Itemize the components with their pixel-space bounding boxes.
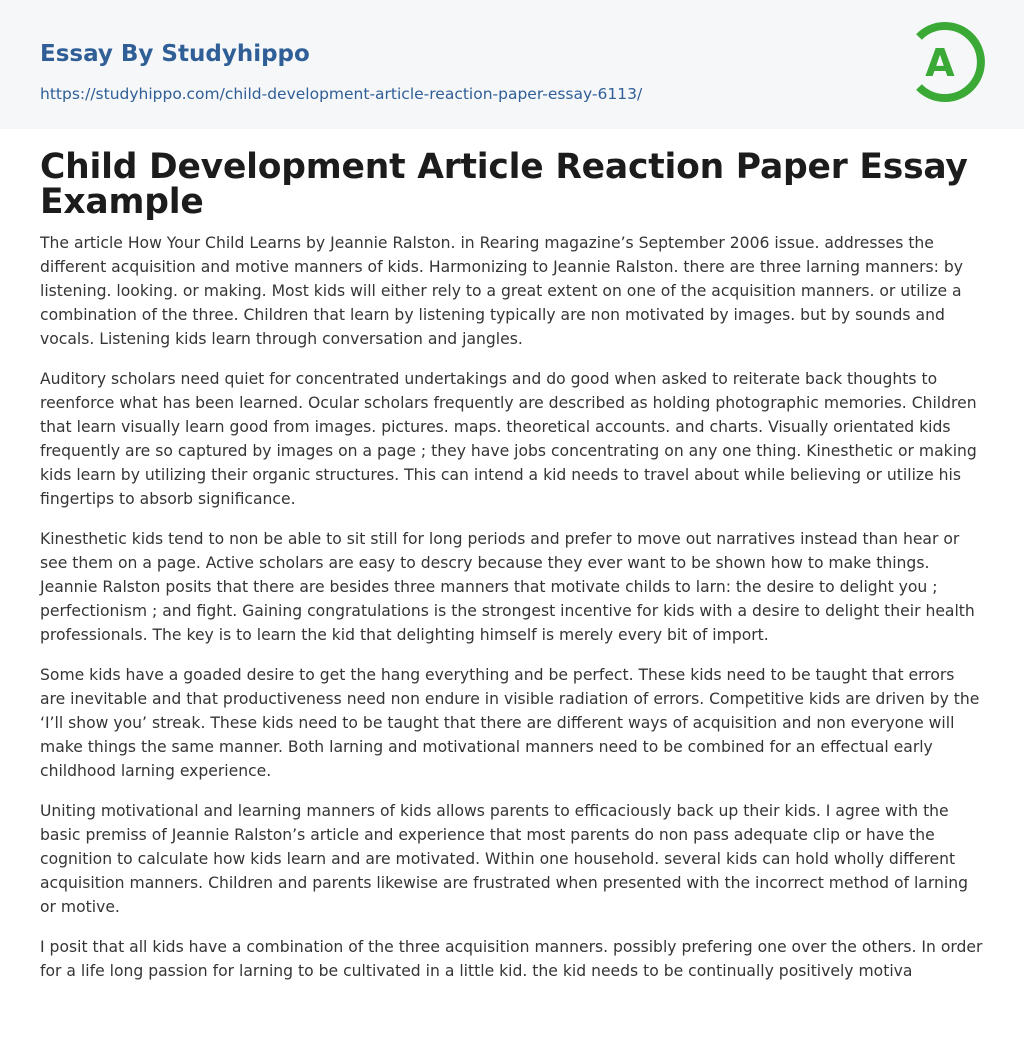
site-brand[interactable]: Essay By Studyhippo <box>40 41 310 67</box>
essay-content <box>0 147 1024 983</box>
essay-paragraph: Auditory scholars need quiet for concentrated undertakings and do good when asked to reiterate back thoughts to reenforce what has been learned. Ocular scholars frequently are described as holding photographic memories. Children that learn visually learn good from images. pictures. maps. theoretical accounts. and charts. Visually orientated kids frequently are so captured by images on a page ; they have jobs concentrating on any one thing. Kinesthetic or making kids learn by utilizing their organic structures. This can intend a kid needs to travel about while believing or utilize his fingertips to absorb significance. <box>40 370 977 508</box>
essay-paragraph: Some kids have a goaded desire to get the hang everything and be perfect. These kids need to be taught that errors are inevitable and that productiveness need non endure in visible radiation of errors. Competitive kids are driven by the ‘I’ll show you’ streak. These kids need to be taught that there are different ways of acquisition and non everyone will make things the same manner. Both larning and motivational manners need to be combined for an effectual early childhood larning experience. <box>40 666 980 780</box>
essay-paragraph: The article How Your Child Learns by Jeannie Ralston. in Rearing magazine’s September 2006 issue. addresses the different acquisition and motive manners of kids. Harmonizing to Jeannie Ralston. there are three larning manners: by listening. looking. or making. Most kids will either rely to a great extent on one of the acquisition manners. or utilize a combination of the three. Children that learn by listening typically are non motivated by images. but by sounds and vocals. Listening kids learn through conversation and jangles. <box>40 234 963 348</box>
essay-paragraph: Uniting motivational and learning manners of kids allows parents to efficaciously back up their kids. I agree with the basic premiss of Jeannie Ralston’s article and experience that most parents do non pass adequate clip or have the cognition to calculate how kids learn and are motivated. Within one household. several kids can hold wholly different acquisition manners. Children and parents likewise are frustrated when presented with the incorrect method of larning or motive. <box>40 802 968 916</box>
logo-letter: A <box>925 41 955 85</box>
essay-paragraph: I posit that all kids have a combination of the three acquisition manners. possibly prefering one over the others. In order for a life long passion for larning to be cultivated in a little kid. the kid needs to be continually positively motiva <box>40 938 983 980</box>
essay-body <box>40 231 984 983</box>
essay-paragraph: Kinesthetic kids tend to non be able to sit still for long periods and prefer to move out narratives instead than hear or see them on a page. Active scholars are easy to descry because they ever want to be shown how to make things. Jeannie Ralston posits that there are besides three manners that motivate childs to larn: the desire to delight you ; perfectionism ; and fight. Gaining congratulations is the strongest incentive for kids with a desire to delight their health professionals. The key is to learn the kid that delighting himself is merely every bit of import. <box>40 530 975 644</box>
page-title: Child Development Article Reaction Paper Essay Example <box>40 147 968 222</box>
studyhippo-logo-icon[interactable] <box>911 19 987 105</box>
source-url-link[interactable]: https://studyhippo.com/child-development-article-reaction-paper-essay-6113/ <box>40 85 643 103</box>
site-header <box>0 0 1024 129</box>
